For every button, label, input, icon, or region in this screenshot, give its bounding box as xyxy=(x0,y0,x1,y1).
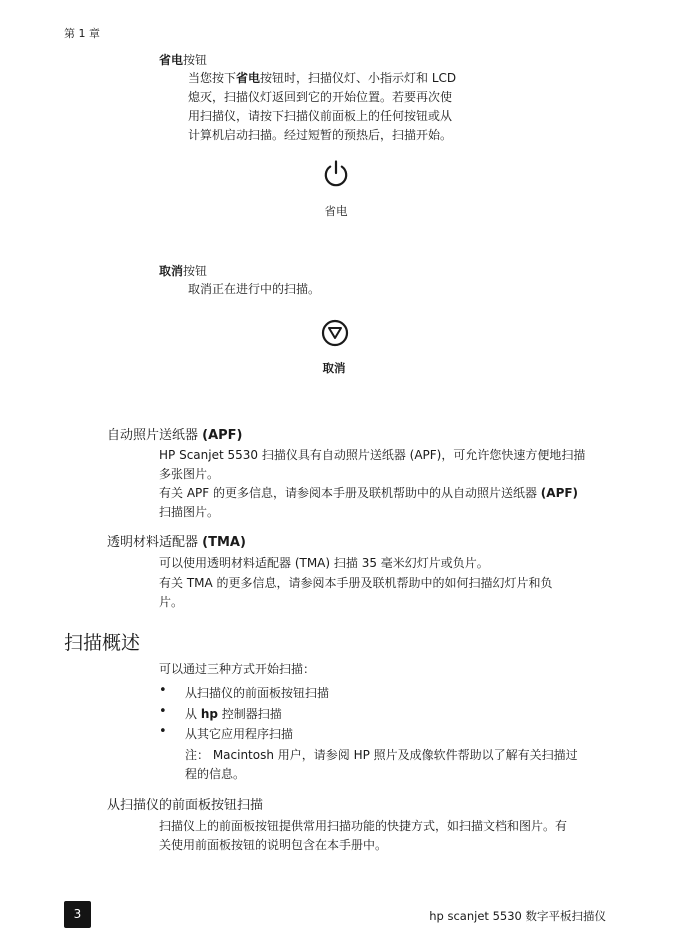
cancel-heading-rest: 按钮 xyxy=(183,264,208,278)
bullet-text: 从扫描仪的前面板按钮扫描 xyxy=(185,686,330,700)
power-button-heading xyxy=(159,51,207,68)
note-line2: 程的信息。 xyxy=(185,767,246,781)
apf-para2-bold: (APF) xyxy=(540,486,579,500)
bullet-glyph: • xyxy=(159,724,167,739)
tma-paragraph-2 xyxy=(159,574,619,612)
overview-note xyxy=(185,746,615,784)
power-desc-bold: 省电 xyxy=(236,71,261,85)
overview-intro: 可以通过三种方式开始扫描： xyxy=(159,662,316,676)
cancel-button-heading xyxy=(159,262,207,279)
apf-para2-line1 xyxy=(159,484,619,503)
power-icon xyxy=(321,158,351,188)
tma-heading-bold: (TMA) xyxy=(202,535,246,550)
front-panel-heading: 从扫描仪的前面板按钮扫描 xyxy=(107,798,264,813)
power-heading-rest: 按钮 xyxy=(183,53,208,67)
tma-paragraph-1: 可以使用透明材料适配器 (TMA) 扫描 35 毫米幻灯片或负片。 xyxy=(159,556,489,570)
bullet-text: 从其它应用程序扫描 xyxy=(185,727,294,741)
front-panel-line1: 扫描仪上的前面板按钮提供常用扫描功能的快捷方式，如扫描文档和图片。有 xyxy=(159,819,568,833)
bullet-text xyxy=(185,705,282,722)
apf-paragraph-1 xyxy=(159,446,619,484)
front-panel-line2: 关使用前面板按钮的说明包含在本手册中。 xyxy=(159,838,388,852)
note-line1: 注： Macintosh 用户，请参阅 HP 照片及成像软件帮助以了解有关扫描过 xyxy=(185,748,578,762)
apf-para1-line2: 多张图片。 xyxy=(159,467,220,481)
power-desc-pre: 当您按下 xyxy=(188,71,237,85)
cancel-heading-bold: 取消 xyxy=(159,264,184,278)
footer-product-name: hp scanjet 5530 数字平板扫描仪 xyxy=(429,909,606,923)
power-icon-label: 省电 xyxy=(324,204,348,218)
power-desc-line3: 用扫描仪，请按下扫描仪前面板上的任何按钮或从 xyxy=(188,109,453,123)
apf-heading-bold: (APF) xyxy=(202,428,243,443)
power-desc-line1 xyxy=(188,69,488,88)
front-panel-paragraph xyxy=(159,817,619,855)
apf-para1-line1: HP Scanjet 5530 扫描仪具有自动照片送纸器 (APF)，可允许您快速方便地扫描 xyxy=(159,448,586,462)
bullet-text-pre: 从 xyxy=(185,707,201,721)
page-number: 3 xyxy=(64,901,91,928)
cancel-icon xyxy=(321,319,349,347)
tma-heading-text: 透明材料适配器 xyxy=(107,535,203,550)
power-desc-line2: 熄灭，扫描仪灯返回到它的开始位置。若要再次使 xyxy=(188,90,453,104)
power-button-description xyxy=(188,69,488,145)
power-heading-bold: 省电 xyxy=(159,53,184,67)
bullet-glyph: • xyxy=(159,683,167,698)
power-desc-line4: 计算机启动扫描。经过短暂的预热后，扫描开始。 xyxy=(188,128,453,142)
power-desc-post: 按钮时，扫描仪灯、小指示灯和 LCD xyxy=(260,71,457,85)
tma-para2-line2: 片。 xyxy=(159,595,184,609)
tma-heading xyxy=(107,531,246,550)
chapter-label: 第 1 章 xyxy=(64,27,100,40)
overview-heading: 扫描概述 xyxy=(64,632,141,654)
bullet-text-bold: hp xyxy=(200,707,218,721)
apf-heading xyxy=(107,424,243,443)
bullet-glyph: • xyxy=(159,704,167,719)
cancel-button-description: 取消正在进行中的扫描。 xyxy=(188,282,321,296)
apf-para2-line2: 扫描图片。 xyxy=(159,505,220,519)
apf-paragraph-2 xyxy=(159,484,619,522)
apf-heading-text: 自动照片送纸器 xyxy=(107,428,203,443)
apf-para2-text: 有关 APF 的更多信息，请参阅本手册及联机帮助中的从自动照片送纸器 xyxy=(159,486,541,500)
tma-para2-line1: 有关 TMA 的更多信息，请参阅本手册及联机帮助中的如何扫描幻灯片和负 xyxy=(159,576,553,590)
bullet-text-post: 控制器扫描 xyxy=(217,707,282,721)
cancel-icon-label: 取消 xyxy=(322,361,346,375)
